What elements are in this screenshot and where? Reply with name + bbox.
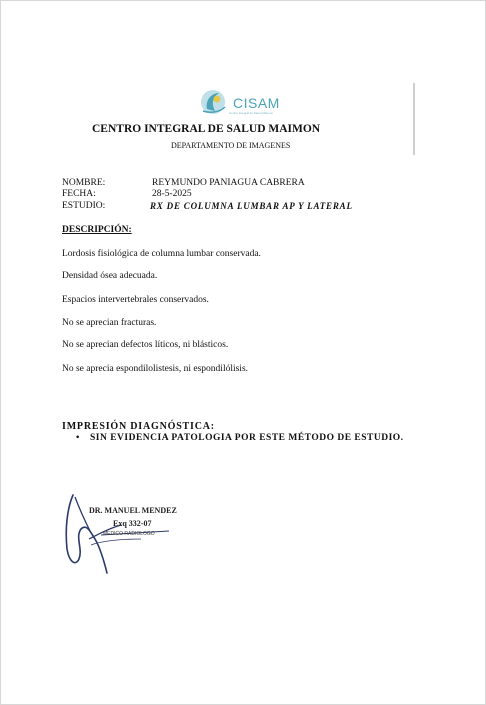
study-value: RX DE COLUMNA LUMBAR AP Y LATERAL [150, 201, 353, 211]
logo-brand-text: CISAM [233, 95, 280, 111]
impression-list [76, 433, 404, 443]
bullet-icon: • [76, 433, 80, 443]
finding-line: Densidad ósea adecuada. [62, 271, 158, 281]
finding-line: No se aprecia espondilolistesis, ni espondilólisis. [62, 364, 249, 374]
date-label: FECHA: [62, 189, 96, 199]
exequatur-number: Exq 332-07 [113, 519, 152, 528]
logo-tagline: Centro Integral de Salud Maimon [229, 111, 274, 115]
finding-line: No se aprecian defectos líticos, ni blásticos. [62, 340, 229, 350]
doctor-role: MEDICO RADIOLOGO [103, 531, 155, 537]
finding-line: Espacios intervertebrales conservados. [62, 295, 209, 305]
doctor-name: DR. MANUEL MENDEZ [89, 506, 177, 515]
date-value: 28-5-2025 [152, 189, 192, 199]
name-value: REYMUNDO PANIAGUA CABRERA [152, 178, 305, 188]
signature-block [61, 489, 191, 579]
name-label: NOMBRE: [62, 178, 106, 188]
organization-name: CENTRO INTEGRAL DE SALUD MAIMON [92, 123, 321, 135]
impression-item [76, 433, 404, 443]
header-divider [413, 83, 415, 155]
impression-text: SIN EVIDENCIA PATOLOGIA POR ESTE MÉTODO DE ESTUDIO. [90, 433, 404, 443]
finding-line: Lordosis fisiológica de columna lumbar conservada. [62, 249, 261, 259]
study-label: ESTUDIO: [62, 201, 106, 211]
impression-heading: IMPRESIÓN DIAGNÓSTICA: [62, 421, 215, 432]
department-name: DEPARTAMENTO DE IMAGENES [171, 141, 291, 150]
cisam-logo [197, 87, 280, 119]
description-heading: DESCRIPCIÓN: [62, 225, 132, 235]
logo-emblem-icon [197, 87, 231, 117]
finding-line: No se aprecian fracturas. [62, 318, 157, 328]
